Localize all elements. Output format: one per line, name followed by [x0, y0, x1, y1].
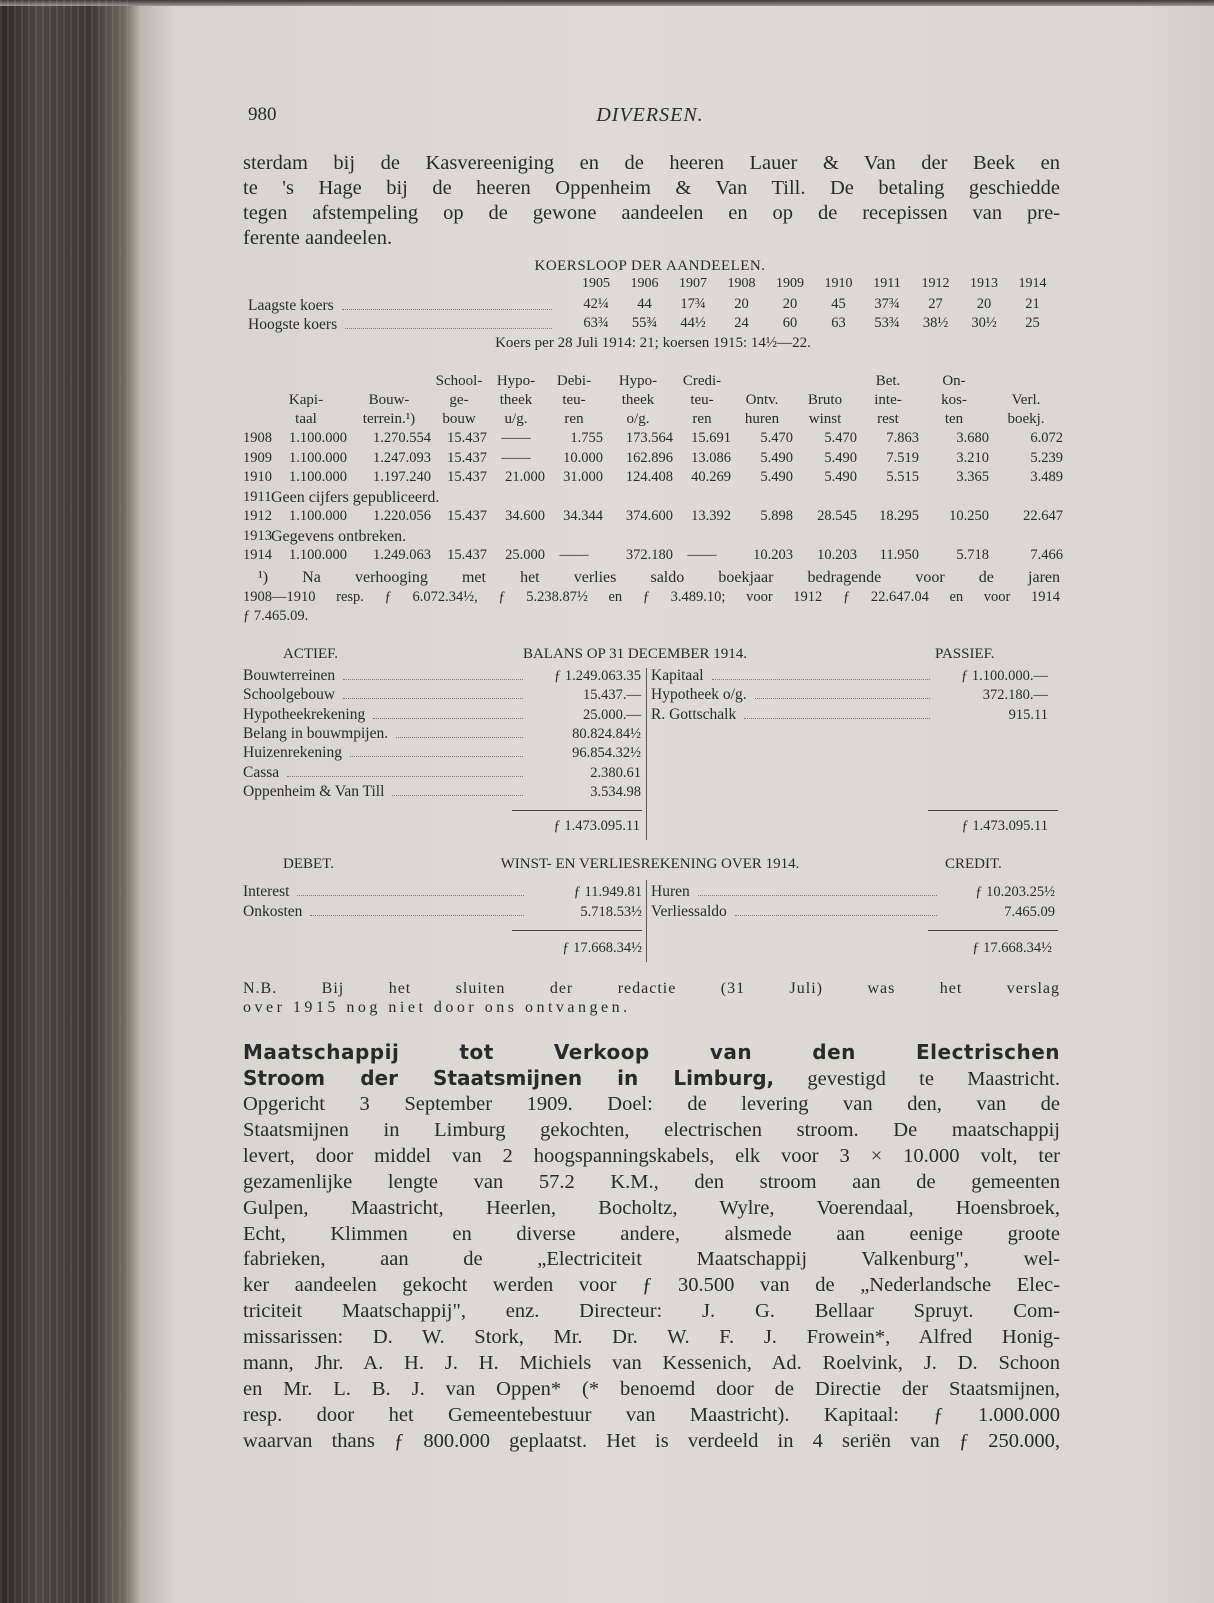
year-header: 1909	[776, 276, 804, 291]
table-cell: ——	[501, 430, 531, 446]
koers-value: 63¾	[583, 315, 609, 331]
table-cell: 28.545	[817, 508, 857, 524]
article-heading-cont: Stroom der Staatsmijnen in Limburg,	[243, 1066, 775, 1090]
ledger-value: 915.11	[1008, 706, 1048, 723]
koersloop-note: Koers per 28 Juli 1914: 21; koersen 1915: 14½—22.	[495, 335, 811, 351]
column-header	[793, 372, 857, 391]
table-cell: 5.515	[886, 469, 919, 485]
total-rule	[512, 810, 642, 811]
nb-line: N.B. Bij het sluiten der redactie (31 Juli) was het verslag	[243, 980, 1060, 997]
koers-value: 44½	[680, 315, 706, 331]
koers-value: 17¾	[680, 296, 706, 312]
article-line: triciteit Maatschappij", enz. Directeur: J. G. Bellaar Spruyt. Com-	[243, 1300, 1060, 1323]
column-header: boekj.	[1007, 411, 1045, 427]
ledger-value: 25.000.—	[583, 706, 641, 723]
table-header-row	[243, 410, 1063, 429]
table-cell: 13.086	[691, 449, 731, 466]
ledger-label: Huizenrekening	[243, 744, 342, 762]
actief-total: ƒ 1.473.095.11	[553, 818, 640, 834]
ledger-value: ƒ 10.203.25½	[975, 884, 1055, 900]
ledger-row	[651, 882, 1055, 902]
row-year: 1908	[243, 430, 272, 446]
dot-leader	[735, 915, 937, 916]
column-header: huren	[744, 411, 780, 427]
table-cell: 6.072	[1030, 430, 1063, 446]
koers-label: Hoogste koers	[248, 316, 338, 333]
column-header: theek	[621, 392, 655, 408]
article-line: Staatsmijnen in Limburg gekochten, electrischen stroom. De maatschappij	[243, 1118, 1060, 1141]
book-binding	[0, 0, 130, 1603]
table-cell: 374.600	[625, 508, 673, 524]
ledger-row	[243, 685, 641, 705]
table-cell: 3.489	[1030, 469, 1063, 485]
table-cell: 5.490	[824, 449, 857, 466]
table-cell: 25.000	[505, 547, 545, 563]
column-header: inte-	[874, 392, 902, 408]
table-cell: 1.220.056	[373, 508, 431, 524]
koers-value: 60	[782, 315, 798, 331]
ledger-value: 2.380.61	[590, 764, 641, 781]
ledger-row	[243, 724, 641, 744]
ledger-value: 372.180.—	[982, 687, 1048, 704]
table-cell: 3.680	[956, 430, 989, 446]
article-line: Opgericht 3 September 1909. Doel: de levering van den, van de	[243, 1093, 1060, 1115]
dot-leader	[345, 328, 552, 329]
table-header-row	[243, 372, 1063, 391]
column-divider	[646, 880, 647, 962]
table-cell: 21.000	[505, 469, 545, 485]
year-header: 1906	[630, 276, 659, 291]
dot-leader	[350, 756, 523, 757]
column-header: Bouw-	[368, 392, 410, 408]
ledger-label: Oppenheim & Van Till	[243, 782, 385, 800]
row-year: 1912	[243, 508, 272, 524]
table-cell: 10.203	[753, 547, 793, 563]
koers-value: 37¾	[874, 296, 900, 312]
row-year: 1909	[243, 449, 272, 466]
column-header: teu-	[562, 392, 586, 408]
ledger-value: 7.465.09	[1004, 903, 1055, 920]
column-header: Ontv.	[745, 392, 779, 408]
dot-leader	[342, 309, 552, 310]
dot-leader	[343, 679, 523, 680]
column-header: terrein.¹)	[362, 411, 416, 427]
table-cell: 1.247.093	[373, 449, 431, 466]
column-header	[243, 372, 265, 391]
table-cell: 40.269	[691, 469, 731, 485]
dot-leader	[297, 895, 524, 896]
year-header: 1914	[1018, 276, 1047, 291]
dot-leader	[744, 718, 930, 719]
table-cell: 34.344	[563, 508, 603, 524]
koers-value: 20	[734, 296, 749, 312]
total-rule	[928, 810, 1058, 811]
dot-leader	[698, 895, 937, 896]
table-cell: 15.437	[447, 449, 487, 466]
ledger-label: Interest	[243, 883, 290, 900]
article-line: Gulpen, Maastricht, Heerlen, Bocholtz, Wylre, Voerendaal, Hoensbroek,	[243, 1196, 1060, 1219]
article-line: resp. door het Gemeentebestuur van Maastricht). Kapitaal: ƒ 1.000.000	[243, 1403, 1060, 1426]
table-cell: 3.210	[956, 449, 989, 466]
ledger-row	[243, 902, 642, 922]
row-year: 1910	[243, 469, 272, 485]
koers-value: 24	[734, 315, 749, 331]
ledger-label: Hypotheek o/g.	[651, 686, 747, 704]
ledger-label: Schoolgebouw	[243, 686, 336, 704]
column-header: winst	[808, 411, 842, 427]
ledger-value: 3.534.98	[590, 783, 641, 800]
row-year: 1913	[243, 527, 272, 544]
ledger-row	[651, 666, 1048, 686]
passief-heading: PASSIEF.	[935, 646, 995, 662]
page-top-edge	[0, 0, 1214, 6]
text-line: sterdam bij de Kasvereeniging en de heeren Lauer & Van der Beek en	[243, 152, 1060, 174]
year-header: 1905	[582, 276, 610, 291]
koersloop-title: KOERSLOOP DER AANDEELEN.	[534, 258, 766, 274]
footnote-line: 1908—1910 resp. ƒ 6.072.34½, ƒ 5.238.87½ en ƒ 3.489.10; voor 1912 ƒ 22.647.04 en voor 1914	[243, 589, 1060, 605]
column-header	[265, 372, 347, 391]
column-header	[731, 372, 793, 391]
table-cell: 7.519	[886, 449, 919, 466]
table-cell: 11.950	[879, 547, 919, 563]
table-row	[243, 468, 1063, 488]
table-cell: 18.295	[879, 508, 919, 524]
text-line: te 's Hage bij de heeren Oppenheim & Van Till. De betaling geschiedde	[243, 177, 1060, 199]
column-header: Bruto	[807, 392, 843, 408]
column-header: theek	[499, 392, 533, 408]
table-cell: ——	[501, 449, 531, 466]
ledger-row	[243, 763, 641, 783]
koers-value: 30½	[971, 315, 997, 331]
table-cell: 15.437	[447, 547, 487, 563]
ledger-row	[243, 743, 641, 763]
article-line: fabrieken, aan de „Electriciteit Maatschappij Valkenburg", wel-	[243, 1248, 1060, 1271]
column-header	[243, 391, 265, 410]
article-line: missarissen: D. W. Stork, Mr. Dr. W. F. J. Frowein*, Alfred Honig-	[243, 1326, 1060, 1349]
koers-row-label	[248, 296, 560, 315]
column-header: On-	[942, 373, 966, 389]
table-cell: 5.239	[1030, 449, 1063, 466]
table-row	[243, 429, 1063, 449]
page-number: 980	[248, 104, 277, 125]
koers-value: 45	[831, 296, 846, 312]
table-cell: 3.365	[956, 469, 989, 485]
ledger-row	[243, 705, 641, 725]
column-header: o/g.	[626, 411, 650, 427]
column-header: teu-	[690, 392, 714, 408]
table-cell: ——	[687, 547, 717, 563]
table-cell: 5.490	[824, 469, 857, 485]
running-title: DIVERSEN.	[596, 104, 704, 126]
column-header: ten	[944, 411, 964, 427]
footnote-line: ƒ 7.465.09.	[243, 608, 309, 624]
year-header: 1910	[824, 276, 853, 291]
table-header-row	[243, 391, 1063, 410]
table-cell: 10.000	[563, 449, 603, 466]
financial-table	[243, 372, 1063, 566]
article-line: gezamenlijke lengte van 57.2 K.M., den stroom aan de gemeenten	[243, 1170, 1060, 1193]
dot-leader	[287, 776, 523, 777]
table-cell: ——	[559, 547, 589, 563]
column-header: Kapi-	[288, 392, 324, 408]
table-cell: 31.000	[563, 469, 603, 485]
koers-value: 25	[1025, 315, 1040, 331]
column-header: Credi-	[682, 373, 722, 389]
balance-title: BALANS OP 31 DECEMBER 1914.	[522, 646, 748, 662]
table-cell: 22.647	[1023, 508, 1063, 524]
column-header	[347, 372, 431, 391]
table-cell: 162.896	[625, 449, 673, 466]
column-header: ren	[692, 411, 712, 427]
table-cell: 1.100.000	[289, 449, 347, 466]
ledger-value: 5.718.53½	[580, 903, 642, 920]
article-line: levert, door middel van 2 hoogspanningskabels, elk voor 3 × 10.000 volt, ter	[243, 1144, 1060, 1167]
ledger-value: 80.824.84½	[572, 725, 641, 742]
article-line	[243, 1066, 1060, 1091]
table-cell: 5.718	[956, 547, 989, 563]
ledger-label: Verliessaldo	[651, 902, 727, 920]
dot-leader	[392, 795, 523, 796]
ledger-label: Onkosten	[243, 902, 303, 920]
table-cell: 1.100.000	[289, 430, 347, 446]
row-note: Gegevens ontbreken.	[271, 527, 407, 545]
table-cell: 15.437	[447, 469, 487, 485]
koers-label: Laagste koers	[248, 297, 334, 314]
text-line: tegen afstempeling op de gewone aandeelen en op de recepissen van pre-	[243, 202, 1060, 224]
table-cell: 15.437	[447, 508, 487, 524]
profit-loss-title: WINST- EN VERLIESREKENING OVER 1914.	[500, 856, 800, 872]
row-year: 1914	[243, 547, 272, 563]
column-header: bouw	[442, 411, 476, 427]
ledger-label: Hypotheekrekening	[243, 705, 366, 723]
column-header: Verl.	[1011, 392, 1041, 408]
credit-heading: CREDIT.	[945, 856, 1002, 872]
column-divider	[646, 668, 647, 840]
koers-value: 20	[782, 296, 798, 312]
year-header: 1907	[679, 276, 707, 291]
table-row	[243, 546, 1063, 566]
table-cell: 1.755	[570, 430, 603, 446]
column-header: Hypo-	[618, 373, 658, 389]
article-heading: Maatschappij tot Verkoop van den Electrischen	[243, 1040, 1060, 1064]
koers-value: 21	[1025, 296, 1040, 312]
table-cell: 1.270.554	[373, 430, 431, 446]
table-cell: 13.392	[691, 508, 731, 524]
ledger-row	[243, 882, 642, 902]
article-location: gevestigd te Maastricht.	[774, 1068, 1060, 1090]
row-year: 1911	[243, 488, 272, 505]
table-cell: 5.470	[760, 430, 793, 446]
koers-value: 20	[976, 296, 992, 312]
ledger-row	[651, 902, 1055, 922]
column-header: ge-	[449, 392, 469, 408]
table-cell: 10.203	[817, 547, 857, 563]
column-header: Debi-	[556, 373, 592, 389]
dot-leader	[712, 679, 930, 680]
table-cell: 5.898	[760, 508, 793, 524]
debet-total: ƒ 17.668.34½	[562, 940, 642, 956]
year-header: 1913	[970, 276, 998, 291]
dot-leader	[755, 698, 930, 699]
actief-heading: ACTIEF.	[283, 646, 339, 662]
column-header: rest	[877, 411, 899, 427]
table-cell: 5.490	[760, 469, 793, 485]
table-cell: 34.600	[505, 508, 545, 524]
table-cell: 1.100.000	[289, 508, 347, 524]
row-note: Geen cijfers gepubliceerd.	[271, 488, 440, 506]
table-cell: 173.564	[625, 430, 673, 446]
table-cell: 5.490	[760, 449, 793, 466]
ledger-label: Belang in bouwmpijen.	[243, 724, 389, 742]
column-header	[989, 372, 1063, 391]
column-header: u/g.	[504, 411, 528, 427]
dot-leader	[310, 915, 524, 916]
passief-total: ƒ 1.473.095.11	[961, 818, 1048, 834]
table-row	[243, 507, 1063, 527]
year-header: 1908	[727, 276, 756, 291]
ledger-row	[651, 685, 1048, 705]
article-line: mann, Jhr. A. H. J. H. Michiels van Kessenich, Ad. Roelvink, J. D. Schoon	[243, 1352, 1060, 1374]
table-cell: 7.863	[886, 430, 919, 446]
dot-leader	[373, 718, 523, 719]
table-cell: 1.100.000	[289, 547, 347, 563]
koers-value: 53¾	[874, 315, 900, 331]
table-cell: 1.249.063	[373, 547, 431, 563]
table-cell: 5.470	[824, 430, 857, 446]
ledger-label: Cassa	[243, 763, 280, 781]
ledger-row	[243, 666, 641, 686]
year-header: 1911	[873, 276, 901, 291]
koers-value: 63	[831, 315, 846, 331]
footnote-line: ¹) Na verhooging met het verlies saldo boekjaar bedragende voor de jaren	[258, 569, 1060, 586]
total-rule	[928, 930, 1058, 931]
table-cell: 1.100.000	[289, 469, 347, 485]
column-header: Bet.	[875, 373, 901, 389]
ledger-label: Huren	[651, 883, 690, 900]
article-line: waarvan thans ƒ 800.000 geplaatst. Het is verdeeld in 4 seriën van ƒ 250.000,	[243, 1429, 1060, 1452]
ledger-label: Bouwterreinen	[243, 667, 336, 684]
koers-value: 38½	[922, 315, 949, 331]
column-header: taal	[295, 411, 317, 427]
ledger-value: ƒ 11.949.81	[573, 884, 642, 900]
koers-value: 42¼	[583, 296, 609, 312]
total-rule	[512, 930, 642, 931]
article-line: ker aandeelen gekocht werden voor ƒ 30.500 van de „Nederlandsche Elec-	[243, 1274, 1060, 1297]
koers-value: 44	[637, 296, 652, 312]
ledger-value: ƒ 1.249.063.35	[554, 668, 641, 684]
ledger-row	[651, 705, 1048, 725]
text-line: ferente aandeelen.	[243, 227, 393, 249]
article-line: Echt, Klimmen en diverse andere, alsmede aan eenige groote	[243, 1222, 1060, 1245]
table-row	[243, 527, 1063, 547]
koers-value: 27	[928, 296, 943, 312]
column-header: School-	[435, 373, 483, 389]
column-header	[243, 410, 265, 429]
table-row	[243, 449, 1063, 469]
credit-total: ƒ 17.668.34½	[972, 940, 1052, 956]
ledger-value: 15.437.—	[583, 687, 641, 704]
ledger-value: 96.854.32½	[572, 745, 641, 762]
ledger-row	[243, 782, 641, 802]
column-header: ren	[564, 411, 584, 427]
table-cell: 10.250	[949, 508, 989, 524]
column-header: Hypo-	[496, 373, 536, 389]
debet-heading: DEBET.	[283, 856, 334, 872]
table-cell: 15.437	[447, 430, 487, 446]
table-cell: 124.408	[625, 469, 673, 485]
nb-line: over 1915 nog niet door ons ontvangen.	[243, 999, 631, 1016]
table-cell: 7.466	[1030, 547, 1063, 563]
dot-leader	[343, 698, 523, 699]
table-row	[243, 488, 1063, 508]
article-line: en Mr. L. B. J. van Oppen* (* benoemd door de Directie der Staatsmijnen,	[243, 1377, 1060, 1400]
ledger-label: Kapitaal	[651, 667, 704, 684]
table-cell: 15.691	[691, 430, 731, 446]
table-cell: 1.197.240	[373, 469, 431, 485]
koers-row-label	[248, 315, 560, 334]
dot-leader	[396, 737, 523, 738]
ledger-label: R. Gottschalk	[651, 705, 737, 723]
koers-value: 55¾	[631, 315, 658, 331]
ledger-value: ƒ 1.100.000.—	[961, 668, 1048, 684]
column-header: kos-	[941, 392, 967, 408]
table-cell: 372.180	[625, 547, 673, 563]
year-header: 1912	[921, 276, 950, 291]
